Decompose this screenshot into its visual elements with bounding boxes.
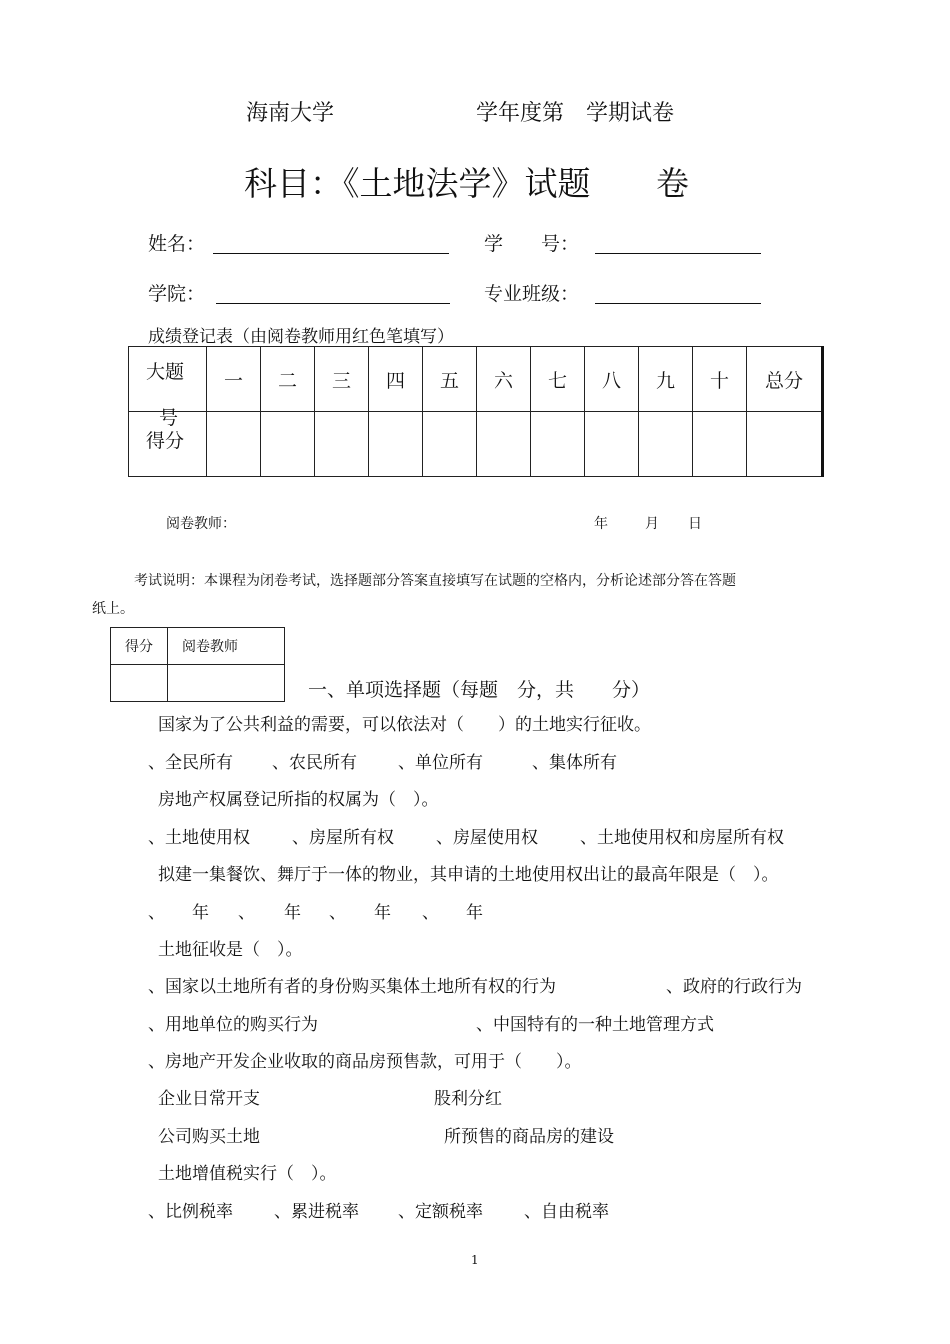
option-year: 年 [192, 903, 209, 923]
grader-label: 阅卷教师： [166, 516, 236, 532]
score-label: 得分 [146, 430, 185, 452]
question-3: 拟建一集餐饮、舞厅于一体的物业，其申请的土地使用权出让的最高年限是（ ）。 [158, 865, 779, 885]
option: 、土地使用权和房屋所有权 [580, 828, 784, 848]
option: 股利分红 [434, 1089, 502, 1109]
option: 、房屋所有权 [292, 828, 394, 848]
grade-table [128, 346, 824, 477]
score-cell[interactable] [585, 412, 639, 477]
exam-instructions-line1: 考试说明：本课程为闭卷考试，选择题部分答案直接填写在试题的空格内，分析论述部分答在答题 [134, 573, 736, 589]
question-number-label: 大题 [146, 361, 185, 383]
column-header: 六 [477, 347, 531, 412]
option: 、 [329, 903, 346, 923]
college-label: 学院： [148, 283, 206, 305]
option: 、 [422, 903, 439, 923]
class-field-line[interactable] [595, 303, 761, 304]
college-field-line[interactable] [216, 303, 450, 304]
score-cell[interactable] [207, 412, 261, 477]
grade-table-header-row [129, 347, 823, 412]
section-title: 一、单项选择题（每题 分，共 分） [308, 679, 651, 701]
score-row-header [129, 412, 207, 477]
option: 、土地使用权 [148, 828, 250, 848]
column-header: 七 [531, 347, 585, 412]
exam-instructions-line2: 纸上。 [92, 601, 134, 617]
question-number-header [129, 347, 207, 429]
grade-table-caption: 成绩登记表（由阅卷教师用红色笔填写） [148, 327, 454, 347]
option: 、用地单位的购买行为 [148, 1015, 318, 1035]
option-year: 年 [466, 903, 483, 923]
option: 、累进税率 [274, 1202, 359, 1222]
page-number: 1 [471, 1253, 479, 1267]
total-score-cell[interactable] [747, 412, 823, 477]
option: 所预售的商品房的建设 [444, 1127, 614, 1147]
option: 、比例税率 [148, 1202, 233, 1222]
option: 、单位所有 [398, 753, 483, 773]
option: 公司购买土地 [158, 1127, 260, 1147]
question-4: 土地征收是（ ）。 [158, 940, 303, 960]
question-1: 国家为了公共利益的需要，可以依法对（ ）的土地实行征收。 [158, 715, 651, 735]
section-grader-label: 阅卷教师 [168, 628, 285, 665]
option: 、政府的行政行为 [666, 977, 802, 997]
column-header: 九 [639, 347, 693, 412]
option: 、国家以土地所有者的身份购买集体土地所有权的行为 [148, 977, 556, 997]
university-name: 海南大学 [246, 101, 335, 126]
option-year: 年 [374, 903, 391, 923]
question-6: 土地增值税实行（ ）。 [158, 1164, 337, 1184]
column-header: 三 [315, 347, 369, 412]
column-header: 十 [693, 347, 747, 412]
column-header: 二 [261, 347, 315, 412]
score-cell[interactable] [369, 412, 423, 477]
option: 企业日常开支 [158, 1089, 260, 1109]
score-cell[interactable] [477, 412, 531, 477]
name-field-line[interactable] [213, 253, 449, 254]
paper-mark: 卷 [656, 164, 689, 203]
term-label: 学年度第 学期试卷 [476, 101, 675, 126]
section-grader-cell[interactable] [168, 665, 285, 702]
column-header: 一 [207, 347, 261, 412]
option: 、中国特有的一种土地管理方式 [476, 1015, 714, 1035]
question-2: 房地产权属登记所指的权属为（ ）。 [158, 790, 439, 810]
question-5: 、房地产开发企业收取的商品房预售款，可用于（ ）。 [148, 1052, 582, 1072]
score-cell[interactable] [639, 412, 693, 477]
score-cell[interactable] [261, 412, 315, 477]
option: 、自由税率 [524, 1202, 609, 1222]
option: 、定额税率 [398, 1202, 483, 1222]
date-year: 年 [594, 516, 608, 532]
class-label: 专业班级： [484, 283, 580, 305]
score-cell[interactable] [693, 412, 747, 477]
option: 、集体所有 [532, 753, 617, 773]
score-cell[interactable] [423, 412, 477, 477]
question-number-label-wrap: 号 [159, 407, 179, 429]
name-label: 姓名： [148, 233, 206, 255]
column-header: 五 [423, 347, 477, 412]
subject-title: 科目：《土地法学》试题 [244, 164, 591, 203]
option: 、 [148, 903, 165, 923]
date-month: 月 [645, 516, 659, 532]
student-id-field-line[interactable] [595, 253, 761, 254]
section-score-cell[interactable] [111, 665, 168, 702]
grade-table-score-row [129, 412, 823, 477]
column-header: 四 [369, 347, 423, 412]
date-day: 日 [688, 516, 702, 532]
score-cell[interactable] [315, 412, 369, 477]
student-id-label: 学 号： [484, 233, 580, 255]
option: 、房屋使用权 [436, 828, 538, 848]
total-column-header: 总分 [747, 347, 823, 412]
option-year: 年 [284, 903, 301, 923]
option: 、 [238, 903, 255, 923]
column-header: 八 [585, 347, 639, 412]
section-score-box [110, 627, 285, 702]
score-cell[interactable] [531, 412, 585, 477]
option: 、全民所有 [148, 753, 233, 773]
option: 、农民所有 [272, 753, 357, 773]
section-score-label: 得分 [111, 628, 168, 665]
